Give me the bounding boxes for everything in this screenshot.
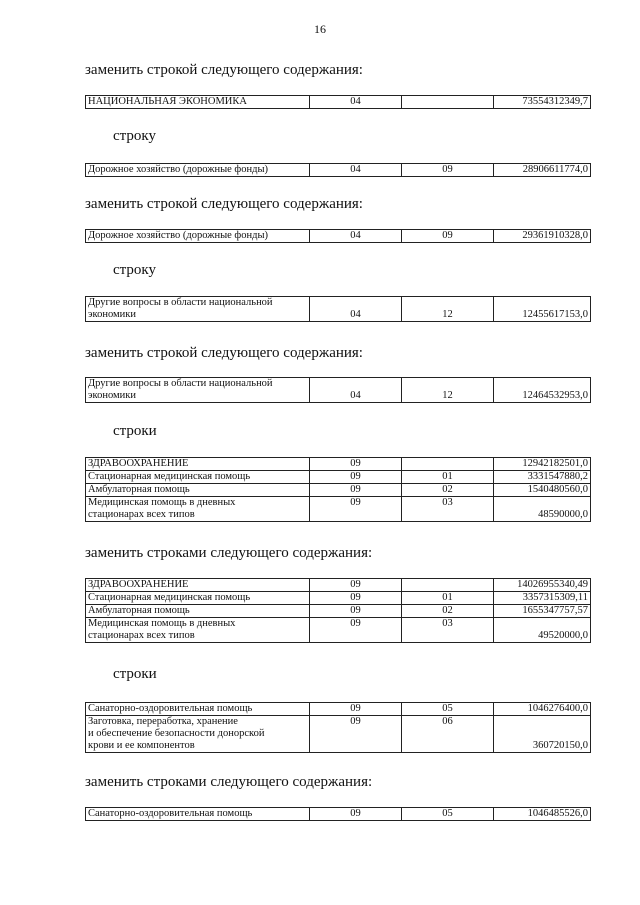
row-subsection-code: 02 [402, 605, 494, 618]
row-section-code: 09 [310, 808, 402, 821]
row-subsection-code: 03 [402, 497, 494, 522]
table-row [86, 618, 591, 643]
row-name: Стационарная медицинская помощь [86, 471, 310, 484]
row-name: Амбулаторная помощь [86, 484, 310, 497]
table-row [86, 716, 591, 753]
row-amount: 14026955340,49 [494, 579, 591, 592]
row-amount: 360720150,0 [494, 716, 591, 753]
instruction-heading: строку [113, 262, 156, 278]
row-subsection-code: 03 [402, 618, 494, 643]
row-section-code: 04 [310, 297, 402, 322]
row-name: Заготовка, переработка, хранение и обеспечение безопасности донорской крови и ее компонентов [86, 716, 310, 753]
row-section-code: 09 [310, 605, 402, 618]
row-subsection-code: 02 [402, 484, 494, 497]
row-subsection-code: 09 [402, 230, 494, 243]
budget-table [85, 296, 591, 322]
table-row [86, 497, 591, 522]
row-subsection-code: 05 [402, 808, 494, 821]
row-section-code: 09 [310, 458, 402, 471]
table-row [86, 484, 591, 497]
row-amount: 28906611774,0 [494, 164, 591, 177]
row-name: Дорожное хозяйство (дорожные фонды) [86, 164, 310, 177]
row-amount: 12455617153,0 [494, 297, 591, 322]
row-amount: 1046276400,0 [494, 703, 591, 716]
row-name: Дорожное хозяйство (дорожные фонды) [86, 230, 310, 243]
row-amount: 1046485526,0 [494, 808, 591, 821]
row-subsection-code: 09 [402, 164, 494, 177]
row-section-code: 09 [310, 497, 402, 522]
table-row [86, 378, 591, 403]
row-subsection-code: 12 [402, 297, 494, 322]
row-subsection-code [402, 579, 494, 592]
row-amount: 1540480560,0 [494, 484, 591, 497]
row-section-code: 04 [310, 164, 402, 177]
instruction-heading: заменить строкой следующего содержания: [85, 62, 363, 78]
row-subsection-code [402, 96, 494, 109]
row-name: НАЦИОНАЛЬНАЯ ЭКОНОМИКА [86, 96, 310, 109]
budget-table [85, 377, 591, 403]
table-row [86, 703, 591, 716]
row-section-code: 09 [310, 471, 402, 484]
row-amount: 49520000,0 [494, 618, 591, 643]
row-name: Санаторно-оздоровительная помощь [86, 808, 310, 821]
row-section-code: 09 [310, 484, 402, 497]
row-name: Другие вопросы в области национальной экономики [86, 297, 310, 322]
table-row [86, 605, 591, 618]
row-section-code: 04 [310, 230, 402, 243]
row-section-code: 09 [310, 703, 402, 716]
instruction-heading: заменить строкой следующего содержания: [85, 196, 363, 212]
row-subsection-code: 01 [402, 471, 494, 484]
row-amount: 12464532953,0 [494, 378, 591, 403]
row-amount: 3357315309,11 [494, 592, 591, 605]
row-section-code: 04 [310, 96, 402, 109]
row-name: Медицинская помощь в дневных стационарах всех типов [86, 618, 310, 643]
row-name: Амбулаторная помощь [86, 605, 310, 618]
budget-table [85, 229, 591, 243]
budget-table [85, 457, 591, 522]
row-amount: 3331547880,2 [494, 471, 591, 484]
budget-table [85, 578, 591, 643]
table-row [86, 230, 591, 243]
instruction-heading: строку [113, 128, 156, 144]
row-amount: 48590000,0 [494, 497, 591, 522]
instruction-heading: заменить строками следующего содержания: [85, 545, 373, 561]
row-subsection-code: 01 [402, 592, 494, 605]
row-section-code: 09 [310, 716, 402, 753]
budget-table [85, 702, 591, 753]
row-amount: 1655347757,57 [494, 605, 591, 618]
table-row [86, 471, 591, 484]
row-name: ЗДРАВООХРАНЕНИЕ [86, 458, 310, 471]
table-row [86, 592, 591, 605]
page-number: 16 [314, 22, 326, 36]
row-subsection-code [402, 458, 494, 471]
row-subsection-code: 12 [402, 378, 494, 403]
budget-table [85, 95, 591, 109]
instruction-heading: строки [113, 666, 157, 682]
table-row [86, 458, 591, 471]
instruction-heading: строки [113, 423, 157, 439]
table-row [86, 579, 591, 592]
row-subsection-code: 05 [402, 703, 494, 716]
row-name: ЗДРАВООХРАНЕНИЕ [86, 579, 310, 592]
row-section-code: 04 [310, 378, 402, 403]
row-amount: 12942182501,0 [494, 458, 591, 471]
row-section-code: 09 [310, 592, 402, 605]
row-name: Медицинская помощь в дневных стационарах всех типов [86, 497, 310, 522]
table-row [86, 808, 591, 821]
budget-table [85, 807, 591, 821]
row-name: Другие вопросы в области национальной экономики [86, 378, 310, 403]
table-row [86, 96, 591, 109]
row-amount: 73554312349,7 [494, 96, 591, 109]
row-name: Санаторно-оздоровительная помощь [86, 703, 310, 716]
instruction-heading: заменить строкой следующего содержания: [85, 345, 363, 361]
table-row [86, 164, 591, 177]
row-section-code: 09 [310, 618, 402, 643]
row-amount: 29361910328,0 [494, 230, 591, 243]
row-subsection-code: 06 [402, 716, 494, 753]
instruction-heading: заменить строками следующего содержания: [85, 774, 373, 790]
table-row [86, 297, 591, 322]
budget-table [85, 163, 591, 177]
row-name: Стационарная медицинская помощь [86, 592, 310, 605]
row-section-code: 09 [310, 579, 402, 592]
